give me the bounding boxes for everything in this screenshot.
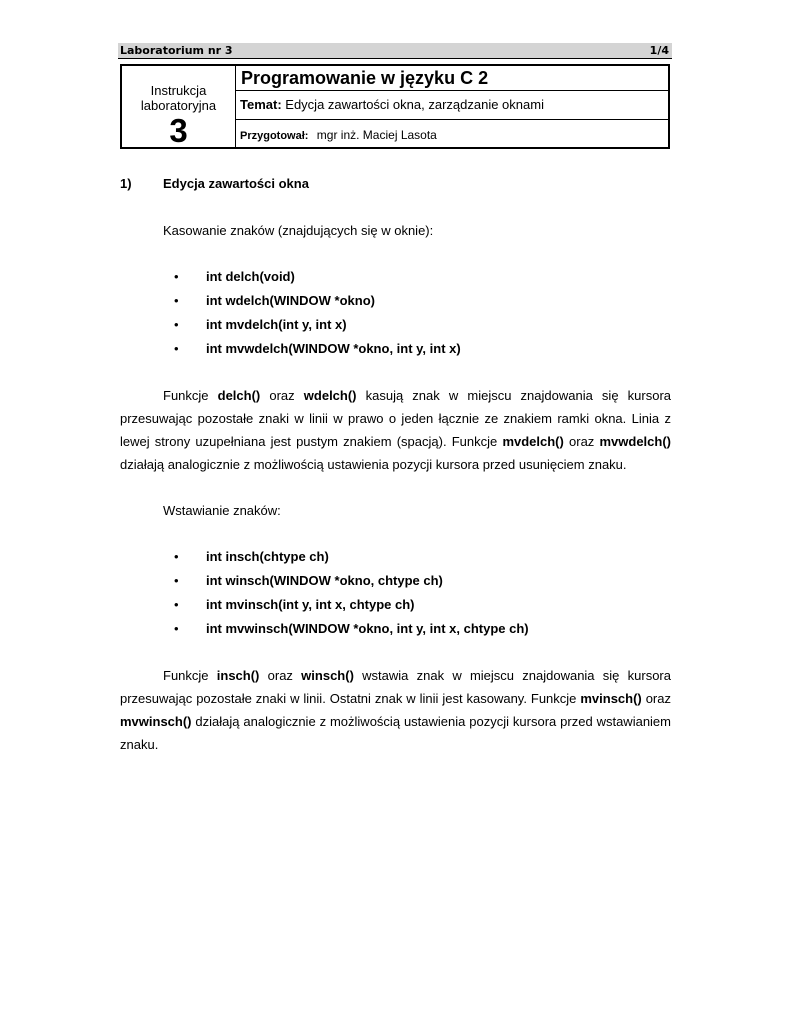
author-value: mgr inż. Maciej Lasota <box>316 128 437 142</box>
bullet-icon: • <box>174 621 179 636</box>
info-table <box>120 64 670 149</box>
instruction-label-line2: laboratoryjna <box>140 98 217 113</box>
instruction-cell <box>122 66 236 147</box>
code-term: winsch() <box>301 668 354 683</box>
code-term: insch() <box>216 668 260 683</box>
section-title: Edycja zawartości okna <box>163 176 309 191</box>
delete-intro: Kasowanie znaków (znajdujących się w oknie): <box>163 223 434 238</box>
topic-row <box>236 91 668 120</box>
bullet-icon: • <box>174 341 179 356</box>
bullet-icon: • <box>174 597 179 612</box>
code-term: wdelch() <box>303 388 357 403</box>
topic-label: Temat: <box>240 97 282 112</box>
bullet-icon: • <box>174 317 179 332</box>
topic-value: Edycja zawartości okna, zarządzanie oknami <box>285 97 544 112</box>
course-title: Programowanie w języku C 2 <box>236 66 668 91</box>
code-term: mvwdelch() <box>599 434 671 449</box>
insert-intro: Wstawianie znaków: <box>163 503 281 518</box>
bullet-icon: • <box>174 293 179 308</box>
author-label: Przygotował: <box>240 130 309 142</box>
bullet-icon: • <box>174 269 179 284</box>
delete-description: Funkcje delch() oraz wdelch() kasują znak w miejscu znajdowania się kursora przesuwając pozostałe znaki w linii w prawo o jeden łącznie ze znakiem ramki okna. Linia z lewej strony uzupełniana jest pustym znakiem (spacją). Funkcje mvdelch() oraz mvwdelch() działają analogicznie z możliwością ustawienia pozycji kursora przed usunięciem znaku. <box>120 388 672 472</box>
section-number: 1) <box>120 176 132 191</box>
lab-number: Laboratorium nr 3 <box>120 44 233 57</box>
section-heading <box>120 176 309 191</box>
code-term: mvinsch() <box>580 691 642 706</box>
info-details <box>236 66 668 147</box>
insert-description: Funkcje insch() oraz winsch() wstawia znak w miejscu znajdowania się kursora przesuwając pozostałe znaki w linii. Ostatni znak w linii jest kasowany. Funkcje mvinsch() oraz mvwinsch() działają analogicznie z możliwością ustawienia pozycji kursora przed wstawianiem znaku. <box>120 668 671 752</box>
instruction-label-line1: Instrukcja <box>150 83 207 98</box>
code-term: mvdelch() <box>502 434 564 449</box>
bullet-icon: • <box>174 549 179 564</box>
instruction-number: 3 <box>169 112 188 149</box>
bullet-icon: • <box>174 573 179 588</box>
code-term: mvwinsch() <box>120 714 192 729</box>
page-number: 1/4 <box>649 44 669 57</box>
code-term: delch() <box>217 388 261 403</box>
page-header <box>118 43 672 59</box>
author-row <box>236 120 668 147</box>
